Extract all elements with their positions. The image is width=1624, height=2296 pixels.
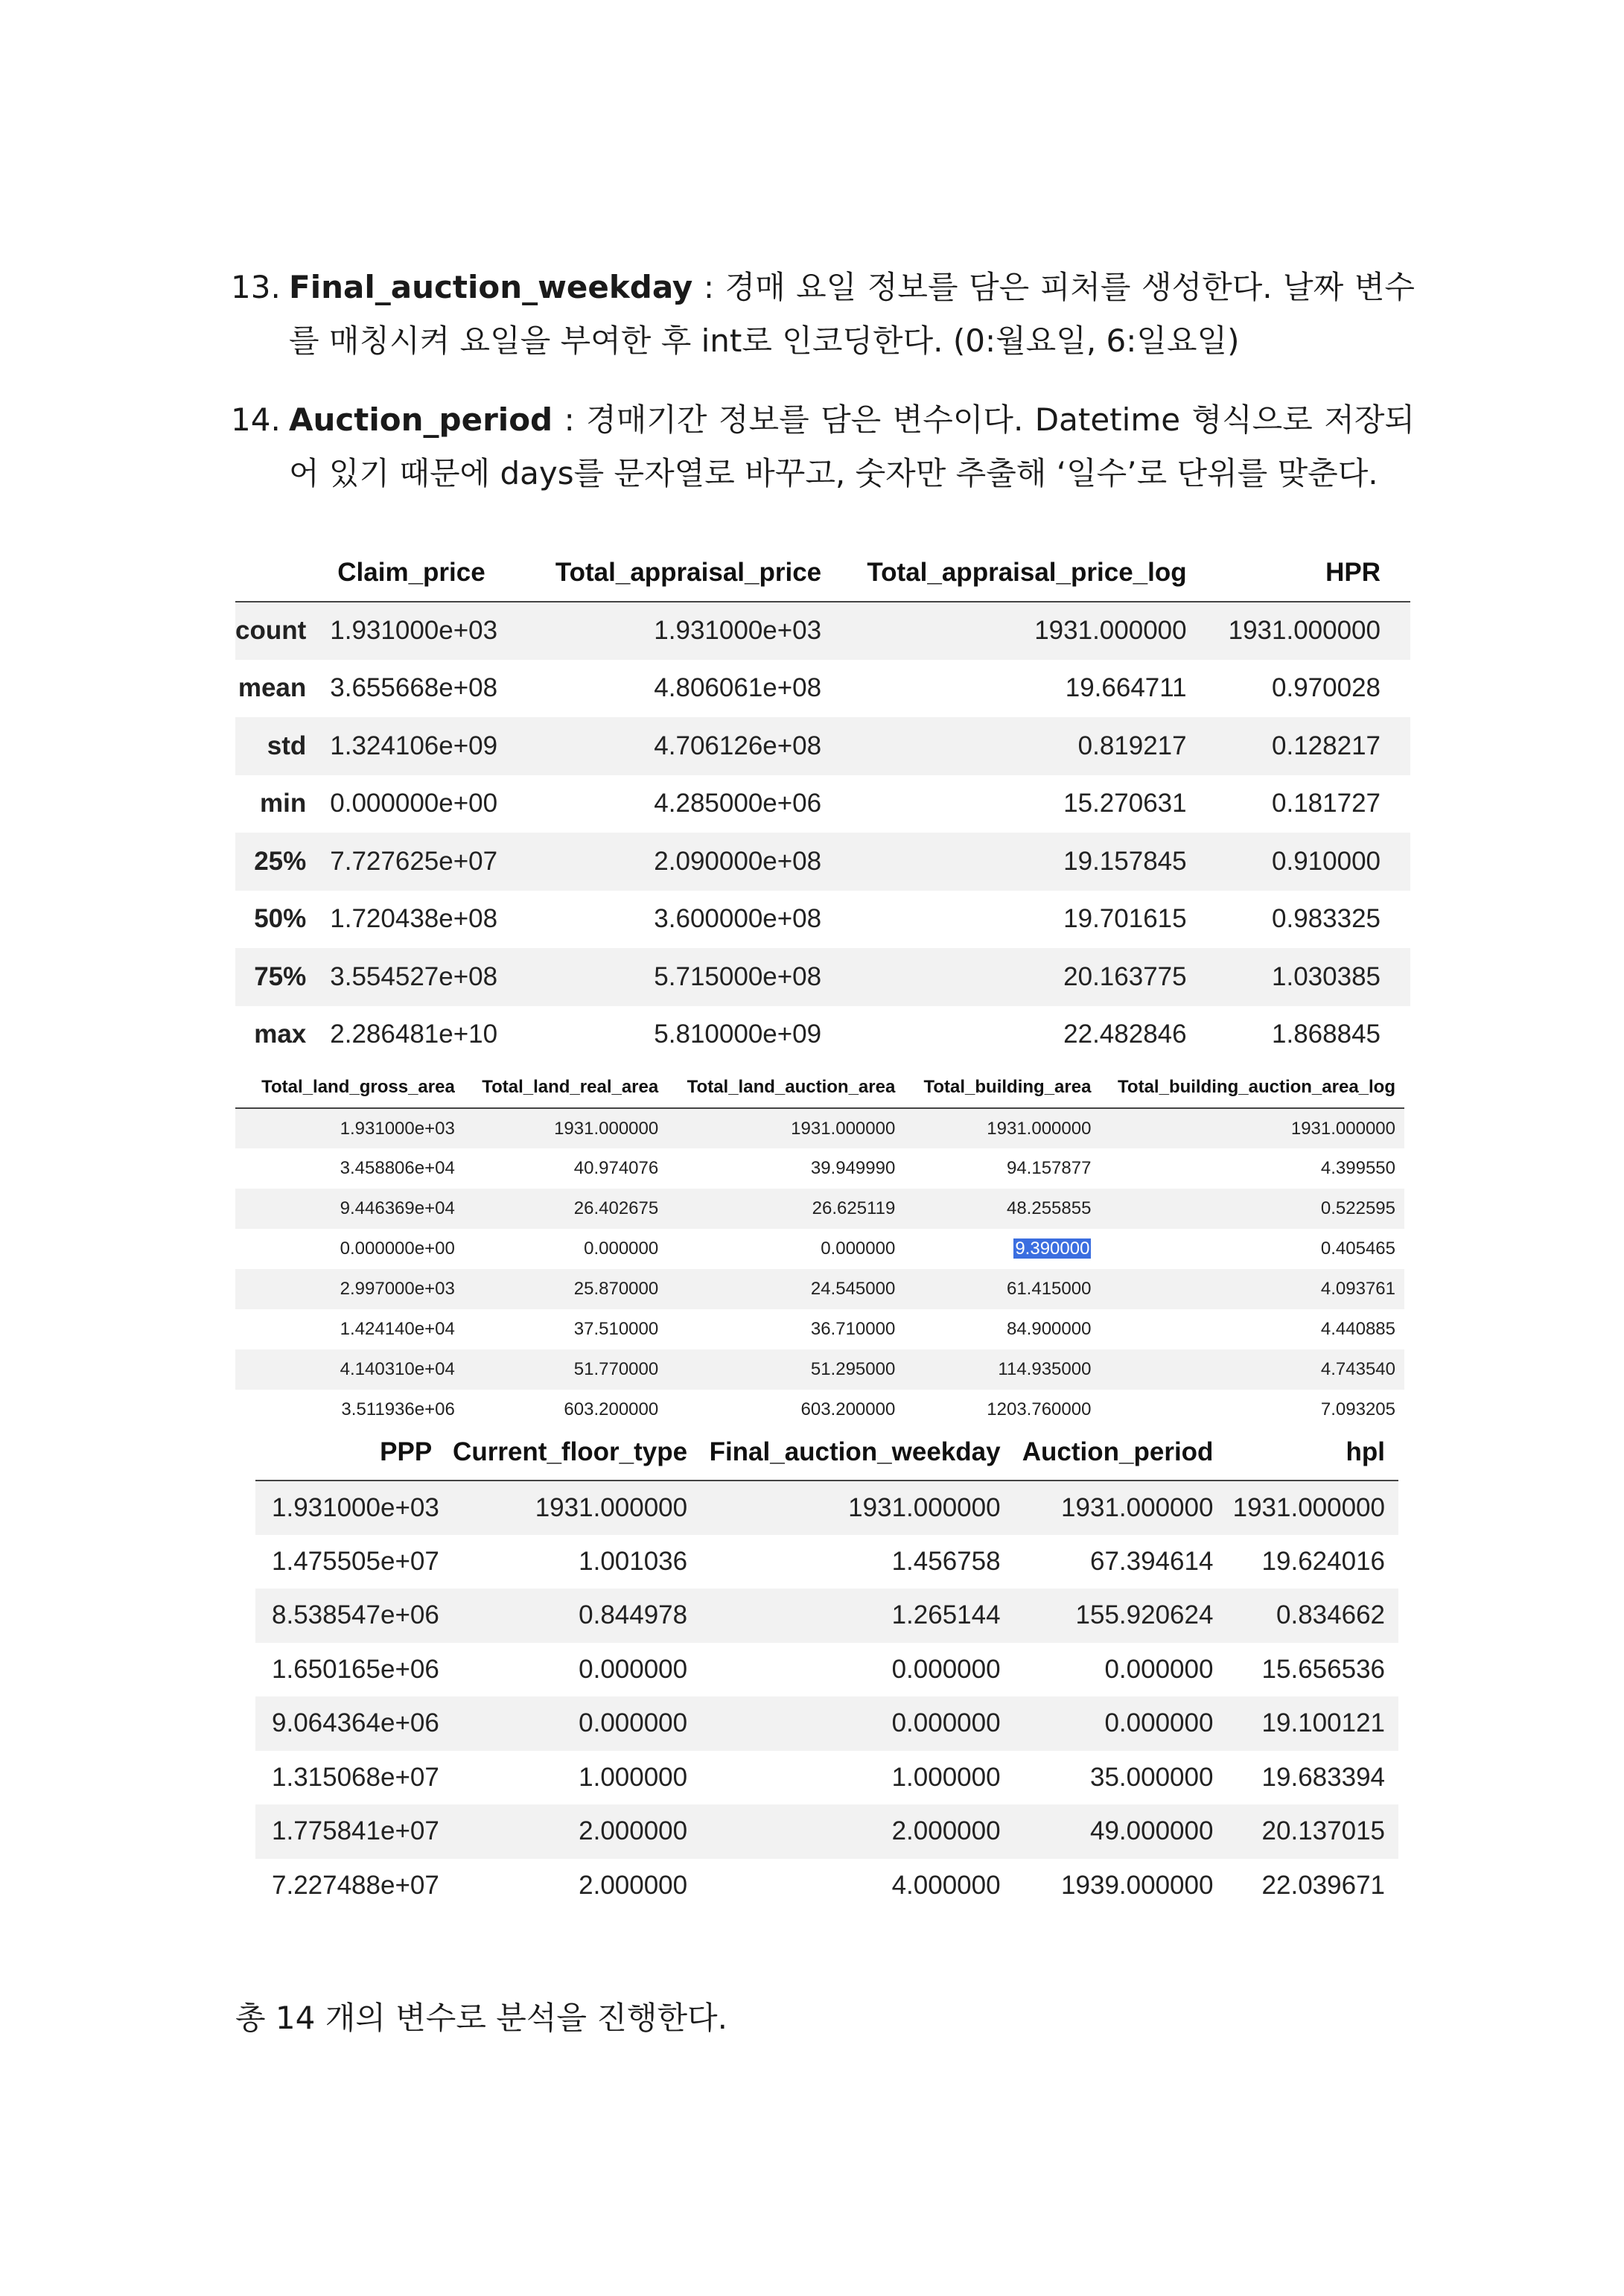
table-cell: 67.394614: [1089, 1546, 1214, 1576]
table-cell: 24.545000: [810, 1279, 896, 1299]
table-row: [255, 1643, 1398, 1697]
table-cell: 0.000000e+00: [330, 789, 498, 818]
table-cell: 1931.000000: [791, 1118, 896, 1139]
table-header-row: [255, 1424, 1398, 1481]
table-cell: 1.775841e+07: [272, 1816, 439, 1846]
table-cell: 4.440885: [1320, 1319, 1395, 1339]
table-row: [235, 1309, 1404, 1349]
item-body: [289, 261, 1415, 368]
table-cell: 1931.000000: [987, 1118, 1092, 1139]
list-item-14: [231, 393, 1415, 500]
table-cell: 1.868845: [1272, 1020, 1381, 1049]
row-label: mean: [238, 673, 307, 703]
table-row: [235, 717, 1410, 775]
describe-table-3: [255, 1424, 1398, 1912]
table-cell: 5.810000e+09: [654, 1020, 822, 1049]
table-cell: 4.743540: [1320, 1359, 1395, 1379]
table-cell: 15.656536: [1261, 1654, 1385, 1684]
column-header: HPR: [1325, 557, 1381, 587]
table-cell: 15.270631: [1063, 789, 1187, 818]
table-cell: 0.000000: [584, 1238, 659, 1259]
row-label: std: [267, 731, 307, 760]
table-header-row: [235, 544, 1410, 602]
table-row: [235, 948, 1410, 1006]
table-cell: 1.000000: [579, 1762, 688, 1792]
table-row: [235, 1189, 1404, 1229]
table-cell: 49.000000: [1089, 1816, 1214, 1846]
table-cell: 2.000000: [891, 1816, 1001, 1846]
table-cell: 1.324106e+09: [330, 731, 498, 760]
table-cell: [904, 1229, 1100, 1269]
table-cell: 2.286481e+10: [330, 1020, 498, 1049]
table-row: [255, 1696, 1398, 1751]
table-cell: 0.983325: [1272, 904, 1381, 934]
table-cell: 25.870000: [573, 1279, 659, 1299]
table-cell: 19.683394: [1261, 1762, 1385, 1792]
table-cell: 20.163775: [1063, 961, 1187, 991]
table-cell: 51.295000: [810, 1359, 896, 1379]
row-label: max: [254, 1020, 307, 1049]
column-header: hpl: [1346, 1437, 1385, 1466]
table-cell: 1931.000000: [1232, 1492, 1385, 1522]
item-term: Final_auction_weekday: [289, 269, 693, 305]
row-label: 25%: [254, 846, 307, 876]
table-row: [235, 833, 1410, 891]
table-cell: 20.137015: [1261, 1816, 1385, 1846]
row-label: count: [235, 616, 307, 646]
table-cell: 1931.000000: [1034, 616, 1187, 646]
table-cell: 94.157877: [1006, 1158, 1092, 1178]
table-cell: 40.974076: [573, 1158, 659, 1178]
table-cell: 2.997000e+03: [340, 1279, 455, 1299]
index-header: [235, 544, 330, 602]
table-cell: 48.255855: [1006, 1198, 1092, 1218]
item-text: : 경매기간 정보를 담은 변수이다. Datetime 형식으로 저장되어 있기 때문에 days를 문자열로 바꾸고, 숫자만 추출해 ‘일수’로 단위를 맞춘다.: [289, 401, 1415, 492]
table-row: [255, 1751, 1398, 1805]
table-row: [235, 1229, 1404, 1269]
table-cell: 0.834662: [1276, 1600, 1385, 1630]
column-header: PPP: [380, 1437, 433, 1466]
table-cell: 84.900000: [1006, 1319, 1092, 1339]
table-cell: 35.000000: [1089, 1762, 1214, 1792]
table-cell: 1939.000000: [1061, 1870, 1214, 1900]
table-cell: 1.931000e+03: [272, 1492, 439, 1522]
table-row: [235, 775, 1410, 833]
table-cell: 39.949990: [810, 1158, 896, 1178]
table-cell: 0.128217: [1272, 731, 1381, 760]
table-cell: 26.625119: [812, 1198, 896, 1218]
table-row: [235, 891, 1410, 949]
table-cell: 26.402675: [573, 1198, 659, 1218]
column-header: Total_land_auction_area: [687, 1076, 896, 1097]
table-cell: 1.475505e+07: [272, 1546, 439, 1576]
table-cell: 0.910000: [1272, 846, 1381, 876]
selected-text-highlight[interactable]: 9.390000: [1015, 1238, 1090, 1259]
table-cell: 114.935000: [998, 1359, 1092, 1379]
table-cell: 0.000000: [579, 1708, 688, 1738]
table-cell: 1.650165e+06: [272, 1654, 439, 1684]
table-cell: 0.000000: [891, 1708, 1001, 1738]
table-cell: 4.285000e+06: [654, 789, 822, 818]
list-item-13: [231, 261, 1415, 368]
table-cell: 4.000000: [891, 1870, 1001, 1900]
table-cell: 4.806061e+08: [654, 673, 822, 703]
table-row: [235, 1006, 1410, 1064]
table-cell: 0.000000: [1104, 1654, 1214, 1684]
column-header: Total_building_area: [923, 1076, 1092, 1097]
table-cell: 5.715000e+08: [654, 961, 822, 991]
column-header: Claim_price: [337, 557, 485, 587]
table-cell: 1931.000000: [1061, 1492, 1214, 1522]
table-cell: 0.000000: [579, 1654, 688, 1684]
table-cell: 3.511936e+06: [341, 1399, 455, 1419]
table-cell: 0.000000: [1104, 1708, 1214, 1738]
table-cell: 3.554527e+08: [330, 961, 498, 991]
table-cell: 22.482846: [1063, 1020, 1187, 1049]
table-cell: 2.090000e+08: [654, 846, 822, 876]
table-cell: 603.200000: [800, 1399, 896, 1419]
table-cell: 1.001036: [579, 1546, 688, 1576]
table-cell: 9.064364e+06: [272, 1708, 439, 1738]
table-cell: 3.458806e+04: [340, 1158, 455, 1178]
table-cell: 0.181727: [1272, 789, 1381, 818]
table-cell: 7.727625e+07: [330, 846, 498, 876]
table-cell: 0.000000: [821, 1238, 896, 1259]
table-row: [255, 1589, 1398, 1643]
table-cell: 3.655668e+08: [330, 673, 498, 703]
table-row: [255, 1859, 1398, 1913]
table-row: [235, 1349, 1404, 1390]
table-cell: 22.039671: [1261, 1870, 1385, 1900]
table-cell: 19.624016: [1261, 1546, 1385, 1576]
column-header: Current_floor_type: [453, 1437, 688, 1466]
table-cell: 19.664711: [1065, 673, 1187, 703]
table-cell: 4.140310e+04: [340, 1359, 455, 1379]
table-cell: 1203.760000: [987, 1399, 1092, 1419]
table-cell: 51.770000: [573, 1359, 659, 1379]
table-cell: 1931.000000: [1228, 616, 1381, 646]
table-cell: 4.093761: [1320, 1279, 1395, 1299]
table-cell: 1.424140e+04: [340, 1319, 455, 1339]
item-body: [289, 393, 1415, 500]
table-cell: 7.227488e+07: [272, 1870, 439, 1900]
table-cell: 19.100121: [1261, 1708, 1385, 1738]
table-row: [255, 1481, 1398, 1535]
column-header: Total_land_real_area: [482, 1076, 659, 1097]
item-number: 14.: [231, 401, 281, 438]
column-header: Total_appraisal_price: [555, 557, 822, 587]
row-label: 50%: [254, 904, 307, 934]
row-label: min: [260, 789, 307, 818]
table-cell: 37.510000: [573, 1319, 659, 1339]
table-cell: 9.446369e+04: [340, 1198, 455, 1218]
table-cell: 3.600000e+08: [654, 904, 822, 934]
table-cell: 19.157845: [1063, 846, 1187, 876]
table-cell: 19.701615: [1063, 904, 1187, 934]
table-cell: 603.200000: [564, 1399, 659, 1419]
table-cell: 8.538547e+06: [272, 1600, 439, 1630]
table-cell: 0.405465: [1320, 1238, 1395, 1259]
table-row: [235, 1148, 1404, 1189]
table-row: [235, 602, 1410, 660]
column-header: Final_auction_weekday: [709, 1437, 1001, 1466]
table-cell: 1931.000000: [1290, 1118, 1395, 1139]
table-cell: 1.931000e+03: [654, 616, 822, 646]
item-text: : 경매 요일 정보를 담은 피처를 생성한다. 날짜 변수를 매칭시켜 요일을 부여한 후 int로 인코딩한다. (0:월요일, 6:일요일): [289, 269, 1415, 359]
table-cell: 0.819217: [1077, 731, 1187, 760]
table-row: [235, 1108, 1404, 1148]
table-cell: 1931.000000: [554, 1118, 659, 1139]
column-header: Auction_period: [1022, 1437, 1214, 1466]
table-row: [235, 660, 1410, 718]
table-cell: 1.931000e+03: [340, 1118, 455, 1139]
table-row: [235, 1269, 1404, 1309]
table-cell: 0.844978: [579, 1600, 688, 1630]
table-cell: 0.000000: [891, 1654, 1001, 1684]
column-header: Total_land_gross_area: [261, 1076, 455, 1097]
table-cell: 36.710000: [810, 1319, 896, 1339]
table-cell: 0.970028: [1272, 673, 1381, 703]
summary-text: 총 14 개의 변수로 분석을 진행한다.: [235, 2000, 727, 2036]
table-row: [255, 1804, 1398, 1859]
table-row: [255, 1535, 1398, 1589]
table-cell: 4.706126e+08: [654, 731, 822, 760]
table-cell: 155.920624: [1075, 1600, 1214, 1630]
table-cell: 1.315068e+07: [272, 1762, 439, 1792]
table-cell: 2.000000: [579, 1816, 688, 1846]
item-number: 13.: [231, 269, 281, 305]
table-cell: 1.931000e+03: [330, 616, 498, 646]
table-cell: 1931.000000: [848, 1492, 1001, 1522]
column-header: Total_building_auction_area_log: [1118, 1076, 1395, 1097]
item-term: Auction_period: [289, 401, 553, 438]
table-cell: 1.456758: [891, 1546, 1001, 1576]
table-cell: 1.000000: [891, 1762, 1001, 1792]
row-label: 75%: [254, 961, 307, 991]
table-cell: 0.522595: [1320, 1198, 1395, 1218]
table-cell: 4.399550: [1320, 1158, 1395, 1178]
table-cell: 1.030385: [1272, 961, 1381, 991]
table-cell: 2.000000: [579, 1870, 688, 1900]
describe-table-1: [235, 544, 1410, 1063]
table-cell: 1.265144: [891, 1600, 1001, 1630]
table-header-row: [235, 1066, 1404, 1108]
table-cell: 7.093205: [1320, 1399, 1395, 1419]
describe-table-2: [235, 1066, 1404, 1430]
table-cell: 1931.000000: [535, 1492, 688, 1522]
table-cell: 1.720438e+08: [330, 904, 498, 934]
table-cell: 61.415000: [1006, 1279, 1092, 1299]
column-header: Total_appraisal_price_log: [867, 557, 1187, 587]
table-cell: 0.000000e+00: [340, 1238, 455, 1259]
